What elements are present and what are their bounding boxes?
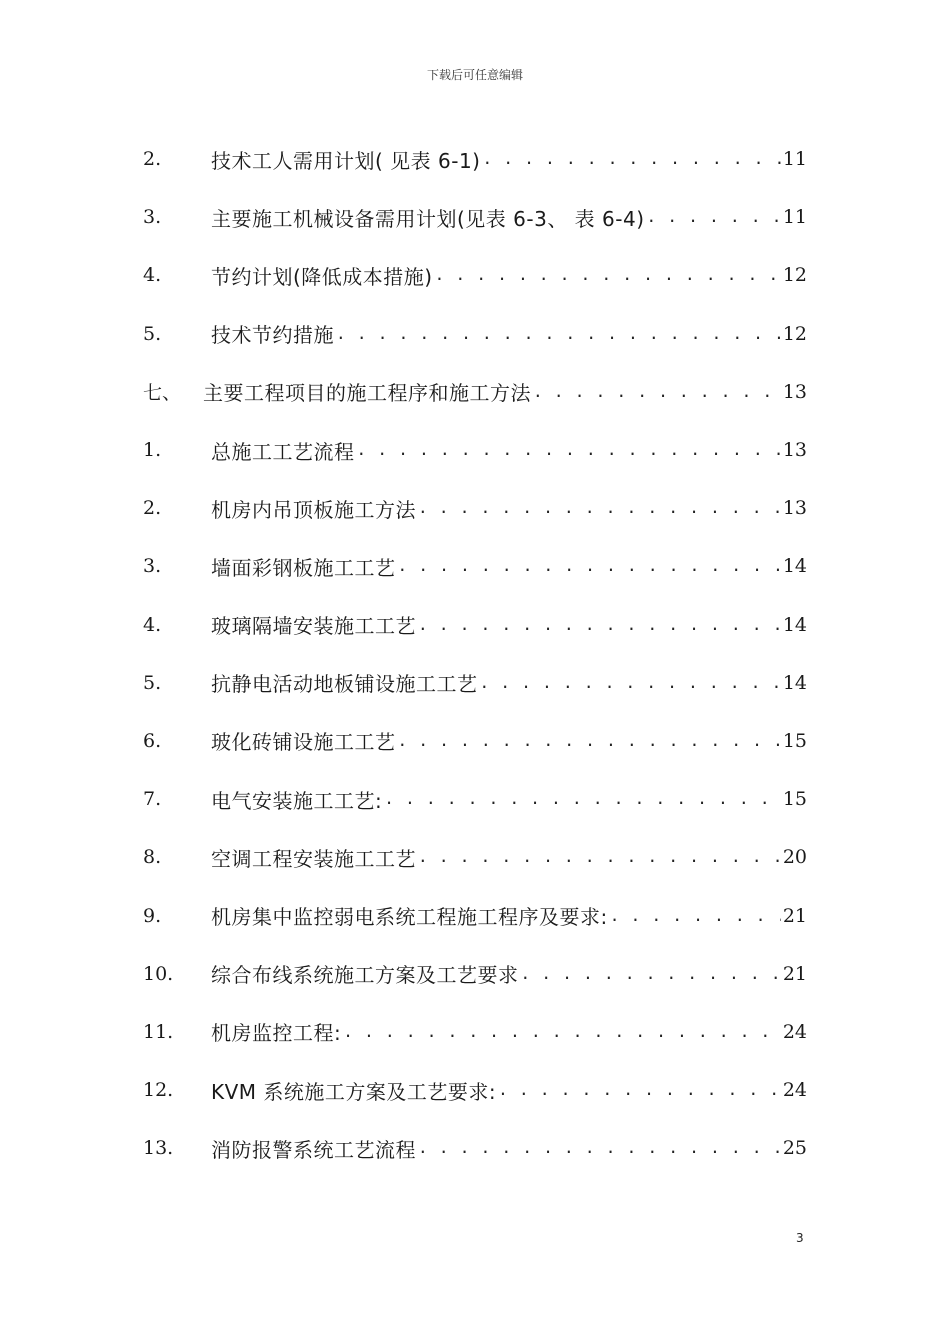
toc-entry-number: 5. xyxy=(143,671,162,694)
toc-dot-leader xyxy=(647,206,781,228)
toc-dot-leader xyxy=(498,1079,781,1101)
toc-entry[interactable] xyxy=(143,1003,807,1061)
toc-entry[interactable] xyxy=(143,130,807,188)
toc-entry[interactable] xyxy=(143,886,807,944)
toc-dot-leader xyxy=(610,905,781,927)
toc-dot-leader xyxy=(533,381,781,403)
toc-entry-page: 24 xyxy=(782,1020,807,1043)
toc-entry-page: 11 xyxy=(782,148,807,171)
toc-entry-number: 5. xyxy=(143,322,162,345)
toc-entry[interactable] xyxy=(143,1119,807,1177)
toc-entry-number: 8. xyxy=(143,846,162,869)
toc-entry[interactable] xyxy=(143,1061,807,1119)
toc-entry-title: 消防报警系统工艺流程 xyxy=(211,1137,416,1162)
toc-entry-number: 3. xyxy=(143,555,162,578)
toc-entry-number: 10. xyxy=(143,962,174,985)
toc-entry-page: 20 xyxy=(782,846,807,869)
toc-entry[interactable] xyxy=(143,421,807,479)
toc-entry[interactable] xyxy=(143,945,807,1003)
toc-entry-title: 节约计划(降低成本措施) xyxy=(211,264,433,289)
toc-entry-page: 13 xyxy=(782,439,807,462)
toc-entry-number: 4. xyxy=(143,264,162,287)
toc-entry[interactable] xyxy=(143,654,807,712)
toc-entry-number: 3. xyxy=(143,206,162,229)
toc-entry-number: 6. xyxy=(143,729,162,752)
toc-section-entry[interactable] xyxy=(143,363,807,421)
toc-entry-page: 11 xyxy=(782,206,807,229)
page-number: 3 xyxy=(796,1231,804,1245)
toc-entry-title: 综合布线系统施工方案及工艺要求 xyxy=(211,963,519,988)
toc-entry-title: 技术节约措施 xyxy=(211,323,334,348)
toc-entry-number: 2. xyxy=(143,148,162,171)
toc-entry-title: 机房内吊顶板施工方法 xyxy=(211,497,416,522)
toc-entry-title: 总施工工艺流程 xyxy=(211,439,355,464)
toc-entry-number: 1. xyxy=(143,439,162,462)
toc-entry[interactable] xyxy=(143,479,807,537)
toc-entry-number: 11. xyxy=(143,1020,174,1043)
toc-entry-title: 空调工程安装施工工艺 xyxy=(211,846,416,871)
toc-entry-page: 15 xyxy=(782,788,807,811)
toc-dot-leader xyxy=(418,846,781,868)
toc-dot-leader xyxy=(480,672,781,694)
toc-entry-page: 14 xyxy=(782,671,807,694)
toc-entry-title: 抗静电活动地板铺设施工工艺 xyxy=(211,672,478,697)
toc-entry[interactable] xyxy=(143,828,807,886)
toc-dot-leader xyxy=(343,1021,781,1043)
toc-entry-page: 12 xyxy=(782,322,807,345)
toc-entry-number: 4. xyxy=(143,613,162,636)
toc-dot-leader xyxy=(418,497,781,519)
toc-entry-page: 21 xyxy=(782,962,807,985)
toc-dot-leader xyxy=(418,1137,781,1159)
toc-entry-page: 14 xyxy=(782,555,807,578)
toc-entry-number: 9. xyxy=(143,904,162,927)
toc-dot-leader xyxy=(357,439,781,461)
toc-entry-title: 主要施工机械设备需用计划(见表 6-3、 表 6-4) xyxy=(211,206,645,231)
toc-dot-leader xyxy=(418,614,781,636)
toc-entry-page: 25 xyxy=(782,1137,807,1160)
toc-entry-number: 7. xyxy=(143,788,162,811)
toc-dot-leader xyxy=(483,148,781,170)
toc-entry-title: 机房监控工程: xyxy=(211,1021,342,1046)
toc-dot-leader xyxy=(384,788,781,810)
toc-entry-page: 15 xyxy=(782,729,807,752)
page-header: 下载后可任意编辑 xyxy=(426,68,523,82)
toc-dot-leader xyxy=(398,730,781,752)
toc-entry-title: 技术工人需用计划( 见表 6-1) xyxy=(211,148,481,173)
toc-entry[interactable] xyxy=(143,246,807,304)
toc-dot-leader xyxy=(398,555,781,577)
toc-entry[interactable] xyxy=(143,712,807,770)
toc-entry[interactable] xyxy=(143,596,807,654)
toc-entry-page: 12 xyxy=(782,264,807,287)
toc-entry[interactable] xyxy=(143,305,807,363)
toc-dot-leader xyxy=(336,323,781,345)
toc-entry-page: 21 xyxy=(782,904,807,927)
toc-section-title: 主要工程项目的施工程序和施工方法 xyxy=(203,381,531,406)
toc-entry-title: 电气安装施工工艺: xyxy=(211,788,383,813)
toc-entry-title: 墙面彩钢板施工工艺 xyxy=(211,555,396,580)
toc-entry-title: 玻璃隔墙安装施工工艺 xyxy=(211,614,416,639)
table-of-contents xyxy=(143,130,807,1177)
toc-section-number: 七、 xyxy=(143,382,182,405)
toc-dot-leader xyxy=(521,963,781,985)
toc-entry-number: 13. xyxy=(143,1137,174,1160)
toc-entry-number: 12. xyxy=(143,1079,174,1102)
toc-entry-number: 2. xyxy=(143,497,162,520)
toc-dot-leader xyxy=(435,264,781,286)
toc-entry-title: KVM 系统施工方案及工艺要求: xyxy=(211,1079,497,1104)
toc-entry[interactable] xyxy=(143,770,807,828)
toc-entry-page: 13 xyxy=(782,497,807,520)
toc-entry[interactable] xyxy=(143,188,807,246)
toc-entry-title: 玻化砖铺设施工工艺 xyxy=(211,730,396,755)
toc-entry[interactable] xyxy=(143,537,807,595)
toc-entry-title: 机房集中监控弱电系统工程施工程序及要求: xyxy=(211,905,608,930)
toc-section-page: 13 xyxy=(782,380,807,403)
toc-entry-page: 14 xyxy=(782,613,807,636)
toc-entry-page: 24 xyxy=(782,1079,807,1102)
